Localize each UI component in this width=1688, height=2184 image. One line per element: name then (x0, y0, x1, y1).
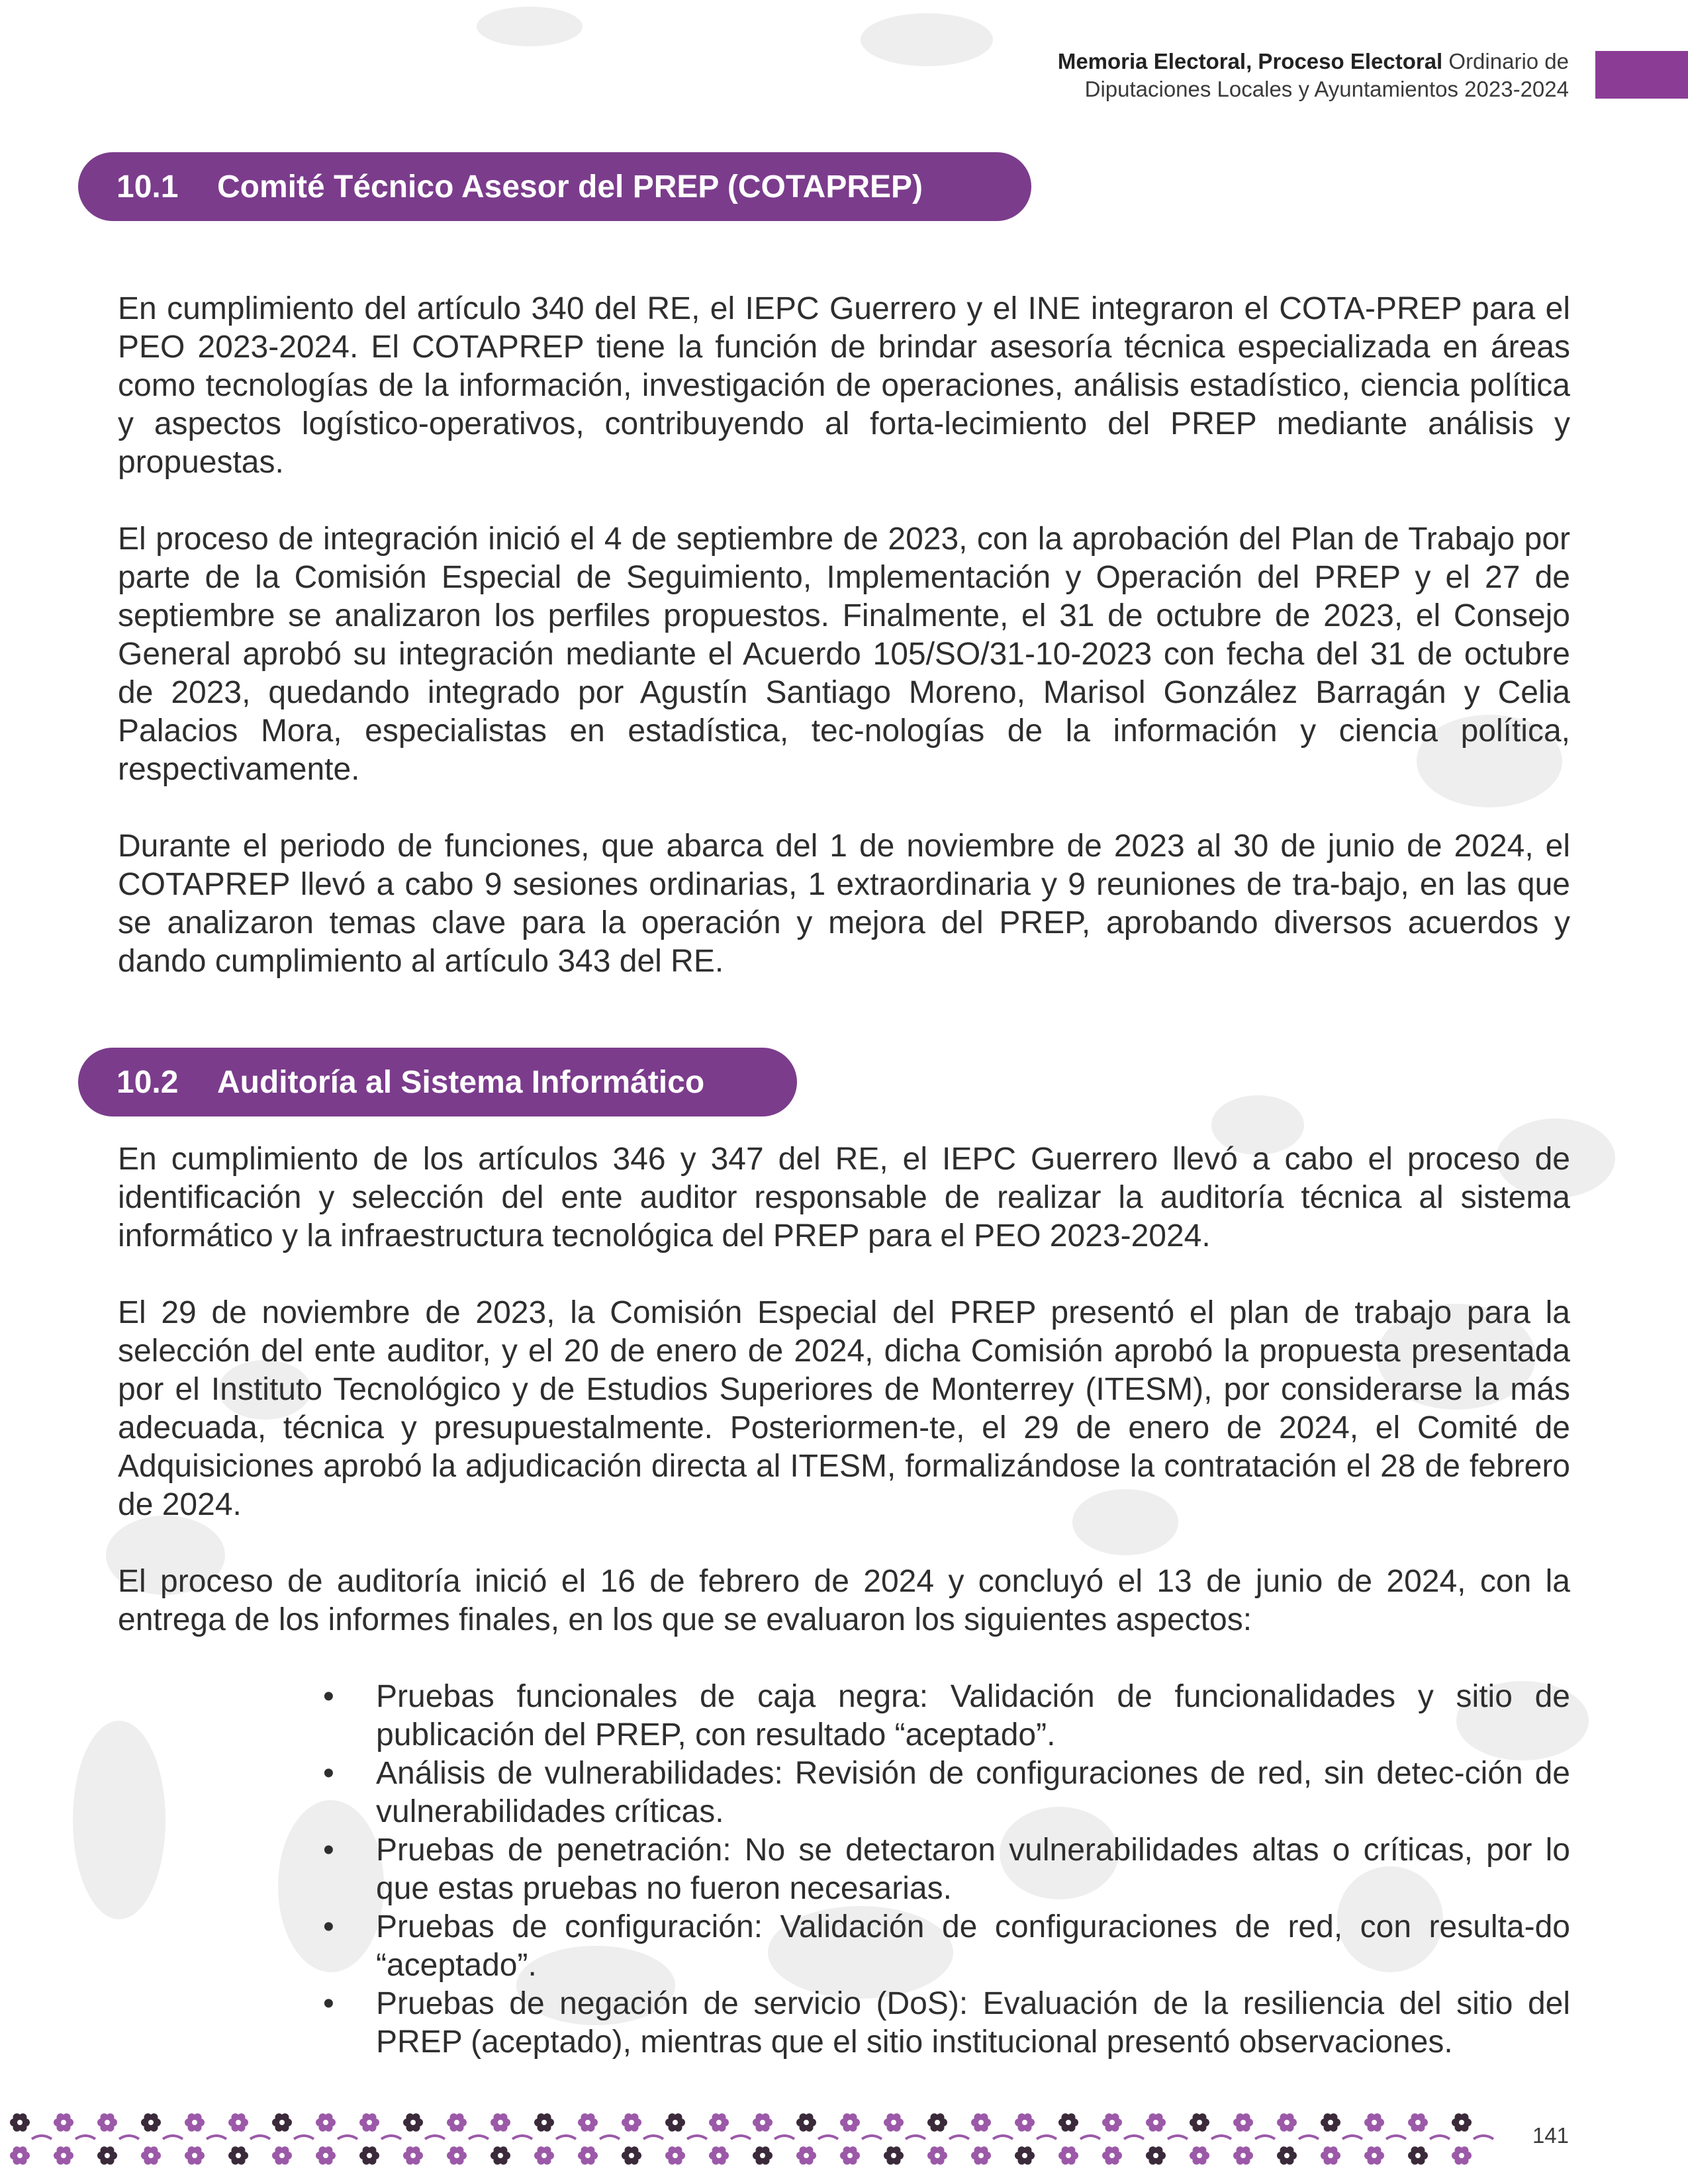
embroidery-flower (753, 2113, 773, 2132)
embroidery-flower (884, 2113, 904, 2132)
list-item (323, 1985, 1570, 2062)
embroidery-vine (862, 2136, 882, 2139)
section-body-10-2 (118, 1140, 1570, 2062)
embroidery-vine (1211, 2136, 1231, 2139)
embroidery-flower (272, 2146, 292, 2165)
embroidery-flower (1452, 2146, 1472, 2165)
embroidery-vine (163, 2136, 183, 2139)
embroidery-flower (1190, 2113, 1209, 2132)
paragraph: El proceso de auditoría inició el 16 de febrero de 2024 y concluyó el 13 de junio de 2024, con la entrega de los informes finales, en los que se evaluaron los siguientes aspectos: (118, 1564, 1570, 1637)
embroidery-vine (1386, 2136, 1406, 2139)
list-item (323, 1831, 1570, 1908)
embroidery-flower (709, 2113, 729, 2132)
embroidery-vine (1474, 2136, 1493, 2139)
embroidery-vine (1124, 2136, 1144, 2139)
bullet-marker: • (323, 1986, 334, 2021)
embroidery-vine (32, 2136, 52, 2139)
embroidery-flower (228, 2113, 248, 2132)
embroidery-flower (1015, 2113, 1035, 2132)
embroidery-flower (534, 2113, 554, 2132)
embroidery-flower (491, 2113, 510, 2132)
embroidery-flower (1146, 2146, 1166, 2165)
embroidery-flower (796, 2146, 816, 2165)
embroidery-flower (185, 2146, 205, 2165)
embroidery-flower (622, 2146, 641, 2165)
embroidery-flower (665, 2146, 685, 2165)
embroidery-flower (359, 2113, 379, 2132)
embroidery-flower (1102, 2113, 1122, 2132)
embroidery-flower (1146, 2113, 1166, 2132)
list-item (323, 1678, 1570, 1754)
embroidery-flower (1364, 2113, 1384, 2132)
embroidery-vine (469, 2136, 489, 2139)
embroidery-flower (141, 2146, 161, 2165)
paragraph: El proceso de integración inició el 4 de septiembre de 2023, con la aprobación del Plan de Trabajo por parte de la Comisión Especial de Seguimiento, Implementación y Operación del PREP y el 27 de septiembre se analizaron los perfiles propuestos. Finalmente, el 31 de octubre de 2023, el Consejo General aprobó su integración mediante el Acuerdo 105/SO/31-10-2023 con fecha del 31 de octubre de 2023, quedando integrado por Agustín Santiago Moreno, Marisol González Barragán y Celia Palacios Mora, especialistas en estadística, tec-nologías de la información y ciencia política, respectivamente. (118, 522, 1570, 787)
section-number: 10.1 (117, 169, 179, 205)
embroidery-flower (1452, 2113, 1472, 2132)
embroidery-vine (1430, 2136, 1450, 2139)
embroidery-flower (447, 2146, 467, 2165)
section-body-10-1 (118, 290, 1570, 981)
embroidery-flower (54, 2146, 73, 2165)
embroidery-flower (1233, 2113, 1253, 2132)
embroidery-flower (1321, 2113, 1340, 2132)
embroidery-vine (75, 2136, 95, 2139)
embroidery-vine (993, 2136, 1013, 2139)
embroidery-flower (185, 2113, 205, 2132)
section-heading-10-2 (78, 1048, 797, 1116)
embroidery-flower (665, 2113, 685, 2132)
embroidery-vine (906, 2136, 925, 2139)
embroidery-flower (927, 2146, 947, 2165)
section-title: Auditoría al Sistema Informático (217, 1064, 705, 1100)
embroidery-vine (731, 2136, 751, 2139)
embroidery-flower (578, 2113, 598, 2132)
embroidery-flower (403, 2146, 423, 2165)
embroidery-vine (600, 2136, 620, 2139)
embroidery-vine (1080, 2136, 1100, 2139)
embroidery-flower (141, 2113, 161, 2132)
embroidery-flower (1058, 2113, 1078, 2132)
embroidery-flower (1277, 2146, 1297, 2165)
embroidery-flower (1015, 2146, 1035, 2165)
list-item (323, 1754, 1570, 1831)
list-item-text: Pruebas de penetración: No se detectaron vulnerabilidades altas o críticas, por lo que estas pruebas no fueron necesarias. (376, 1833, 1570, 1906)
embroidery-flower (534, 2146, 554, 2165)
list-item-text: Pruebas de configuración: Validación de configuraciones de red, con resulta-do “aceptado”. (376, 1909, 1570, 1983)
section-title: Comité Técnico Asesor del PREP (COTAPREP) (217, 169, 923, 205)
list-item-text: Pruebas funcionales de caja negra: Validación de funcionalidades y sitio de publicación del PREP, con resultado “aceptado”. (376, 1679, 1570, 1752)
embroidery-flower (228, 2146, 248, 2165)
embroidery-vine (338, 2136, 357, 2139)
embroidery-flower (272, 2113, 292, 2132)
embroidery-vine (687, 2136, 707, 2139)
paragraph: Durante el periodo de funciones, que abarca del 1 de noviembre de 2023 al 30 de junio de 2024, el COTAPREP llevó a cabo 9 sesiones ordinarias, 1 extraordinaria y 9 reuniones de tra-bajo, en las que se analizaron temas clave para la operación y mejora del PREP, aprobando diversos acuerdos y dando cumplimiento al artículo 343 del RE. (118, 829, 1570, 979)
embroidery-flower (10, 2113, 30, 2132)
embroidery-flower (1058, 2146, 1078, 2165)
embroidery-flower (709, 2146, 729, 2165)
embroidery-flower (971, 2113, 991, 2132)
paragraph: En cumplimiento de los artículos 346 y 347 del RE, el IEPC Guerrero llevó a cabo el proceso de identificación y selección del ente auditor responsable de realizar la auditoría técnica al sistema informático y la infraestructura tecnológica del PREP para el PEO 2023-2024. (118, 1142, 1570, 1253)
embroidery-flower (753, 2146, 773, 2165)
embroidery-flower (403, 2113, 423, 2132)
embroidery-flower (1408, 2146, 1428, 2165)
embroidery-footer-band (0, 2108, 1503, 2174)
embroidery-vine (512, 2136, 532, 2139)
embroidery-vine (425, 2136, 445, 2139)
paragraph: El 29 de noviembre de 2023, la Comisión Especial del PREP presentó el plan de trabajo para la selección del ente auditor, y el 20 de enero de 2024, dicha Comisión aprobó la propuesta presentada por el Instituto Tecnológico y de Estudios Superiores de Monterrey (ITESM), por considerarse la más adecuada, técnica y presupuestalmente. Posteriormen-te, el 29 de enero de 2024, el Comité de Adquisiciones aprobó la adjudicación directa al ITESM, formalizándose la contratación el 28 de febrero de 2024. (118, 1295, 1570, 1522)
section-heading-10-1 (78, 152, 1031, 221)
audit-aspects-list (118, 1678, 1570, 2062)
running-header-line1 (1058, 48, 1569, 75)
section-number: 10.2 (117, 1064, 179, 1100)
embroidery-flower (316, 2146, 336, 2165)
running-header (1058, 48, 1569, 103)
embroidery-flower (359, 2146, 379, 2165)
embroidery-flower (840, 2113, 860, 2132)
embroidery-flower (1102, 2146, 1122, 2165)
embroidery-vine (774, 2136, 794, 2139)
bullet-marker: • (323, 1679, 334, 1714)
embroidery-flower (97, 2146, 117, 2165)
embroidery-flower (884, 2146, 904, 2165)
embroidery-flower (1277, 2113, 1297, 2132)
running-header-bold: Memoria Electoral, Proceso Electoral (1057, 49, 1443, 73)
embroidery-flower (10, 2146, 30, 2165)
embroidery-flower (840, 2146, 860, 2165)
embroidery-flower (316, 2113, 336, 2132)
embroidery-flower (1408, 2113, 1428, 2132)
bullet-marker: • (323, 1756, 334, 1791)
embroidery-flower (971, 2146, 991, 2165)
embroidery-flower (97, 2113, 117, 2132)
list-item-text: Análisis de vulnerabilidades: Revisión de configuraciones de red, sin detec-ción de vulnerabilidades críticas. (376, 1756, 1570, 1829)
embroidery-vine (643, 2136, 663, 2139)
embroidery-vine (1168, 2136, 1188, 2139)
running-header-line2: Diputaciones Locales y Ayuntamientos 2023-2024 (1084, 77, 1569, 101)
header-color-tab (1595, 51, 1688, 99)
embroidery-flower (1321, 2146, 1340, 2165)
embroidery-vine (818, 2136, 838, 2139)
list-item (323, 1908, 1570, 1985)
embroidery-vine (1299, 2136, 1319, 2139)
embroidery-vine (1255, 2136, 1275, 2139)
embroidery-vine (556, 2136, 576, 2139)
embroidery-flower (1190, 2146, 1209, 2165)
embroidery-vine (119, 2136, 139, 2139)
bullet-marker: • (323, 1909, 334, 1944)
paragraph: En cumplimiento del artículo 340 del RE, el IEPC Guerrero y el INE integraron el COTA-PREP para el PEO 2023-2024. El COTAPREP tiene la función de brindar asesoría técnica especializada en áreas como tecnologías de la información, investigación de operaciones, análisis estadístico, ciencia política y aspectos logístico-operativos, contribuyendo al forta-lecimiento del PREP mediante análisis y propuestas. (118, 291, 1570, 480)
embroidery-flower (491, 2146, 510, 2165)
bullet-marker: • (323, 1833, 334, 1868)
embroidery-flower (1364, 2146, 1384, 2165)
page-number: 141 (1532, 2123, 1569, 2148)
embroidery-flower (54, 2113, 73, 2132)
embroidery-vine (949, 2136, 969, 2139)
embroidery-vine (207, 2136, 226, 2139)
embroidery-flower (1233, 2146, 1253, 2165)
embroidery-vine (381, 2136, 401, 2139)
embroidery-flower (927, 2113, 947, 2132)
embroidery-vine (250, 2136, 270, 2139)
embroidery-flower (796, 2113, 816, 2132)
embroidery-flower (447, 2113, 467, 2132)
running-header-rest: Ordinario de (1442, 49, 1569, 73)
embroidery-vine (1342, 2136, 1362, 2139)
embroidery-vine (294, 2136, 314, 2139)
embroidery-flower (622, 2113, 641, 2132)
list-item-text: Pruebas de negación de servicio (DoS): Evaluación de la resiliencia del sitio del PREP (aceptado), mientras que el sitio institucional presentó observaciones. (376, 1986, 1570, 2060)
embroidery-flower (578, 2146, 598, 2165)
embroidery-vine (1037, 2136, 1056, 2139)
